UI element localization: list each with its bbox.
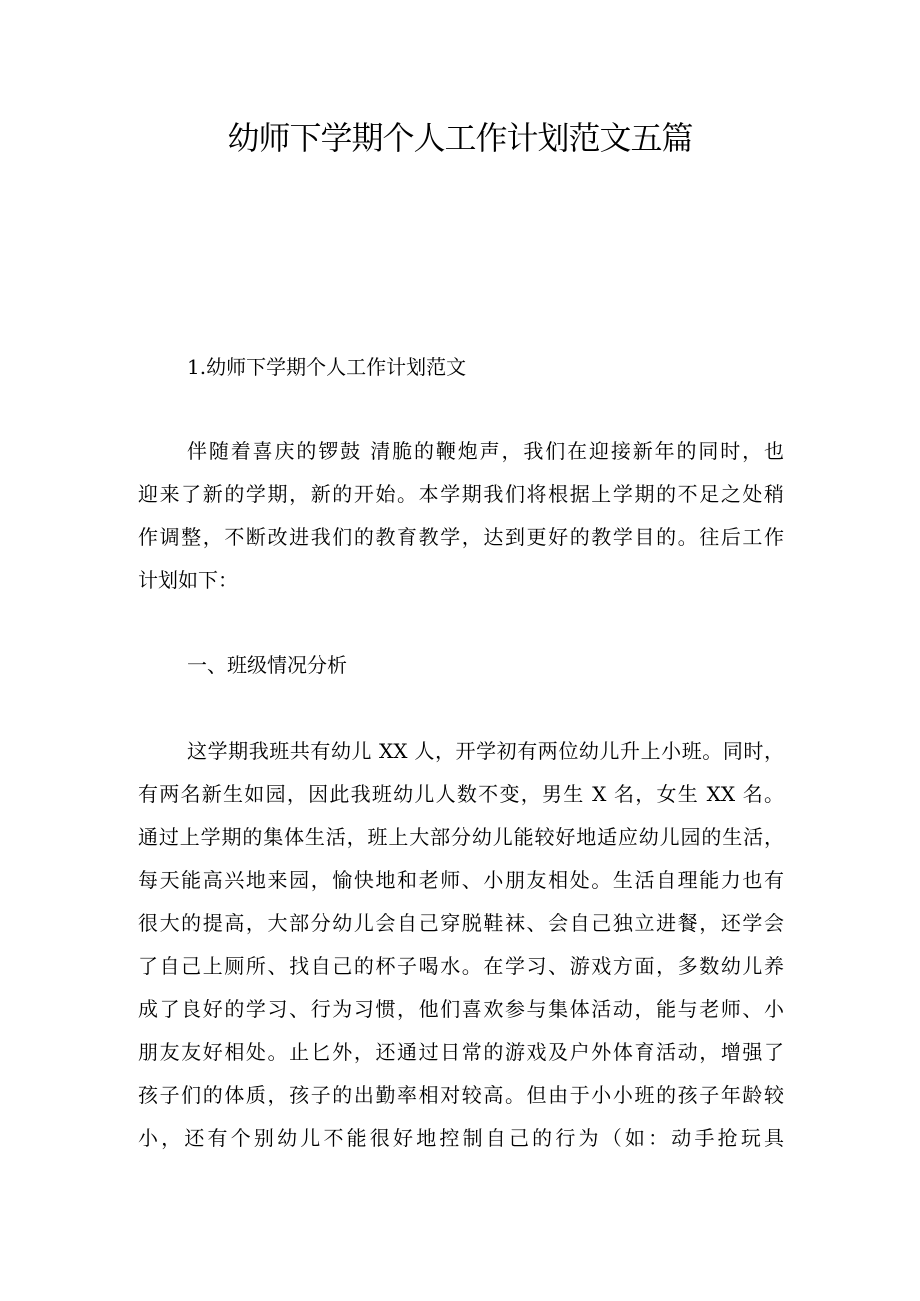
paragraph-line: 这学期我班共有幼儿 XX 人，开学初有两位幼儿升上小班。同时， bbox=[187, 739, 784, 763]
paragraph-line: 很大的提高，大部分幼儿会自己穿脱鞋袜、会自己独立进餐，还学会 bbox=[138, 911, 784, 935]
paragraph-line: 成了良好的学习、行为习惯，他们喜欢参与集体活动，能与老师、小 bbox=[138, 997, 784, 1021]
intro-paragraph bbox=[138, 430, 784, 602]
paragraph-line: 小，还有个别幼儿不能很好地控制自己的行为（如：动手抢玩具 bbox=[138, 1126, 784, 1150]
paragraph-line: 作调整，不断改进我们的教育教学，达到更好的教学目的。往后工作 bbox=[138, 525, 784, 549]
paragraph-line: 伴随着喜庆的锣鼓 清脆的鞭炮声，我们在迎接新年的同时，也 bbox=[187, 439, 784, 463]
paragraph-line: 有两名新生如园，因此我班幼儿人数不变，男生 X 名，女生 XX 名。 bbox=[138, 782, 784, 806]
paragraph-line: 计划如下： bbox=[138, 568, 238, 592]
paragraph-line: 孩子们的体质，孩子的出勤率相对较高。但由于小小班的孩子年龄较 bbox=[138, 1083, 784, 1107]
paragraph-line: 每天能高兴地来园，愉快地和老师、小朋友相处。生活自理能力也有 bbox=[138, 868, 784, 892]
class-analysis-paragraph bbox=[138, 730, 784, 1160]
section-heading: 一、班级情况分析 bbox=[187, 653, 347, 677]
paragraph-line: 通过上学期的集体生活，班上大部分幼儿能较好地适应幼儿园的生活， bbox=[138, 825, 784, 849]
paragraph-line: 迎来了新的学期，新的开始。本学期我们将根据上学期的不足之处稍 bbox=[138, 482, 784, 506]
paragraph-line: 朋友友好相处。止匕外，还通过日常的游戏及户外体育活动，增强了 bbox=[138, 1040, 784, 1064]
document-title: 幼师下学期个人工作计划范文五篇 bbox=[227, 119, 693, 157]
paragraph-line: 了自己上厕所、找自己的杯子喝水。在学习、游戏方面，多数幼儿养 bbox=[138, 954, 784, 978]
article-heading: 1.幼师下学期个人工作计划范文 bbox=[187, 355, 467, 379]
